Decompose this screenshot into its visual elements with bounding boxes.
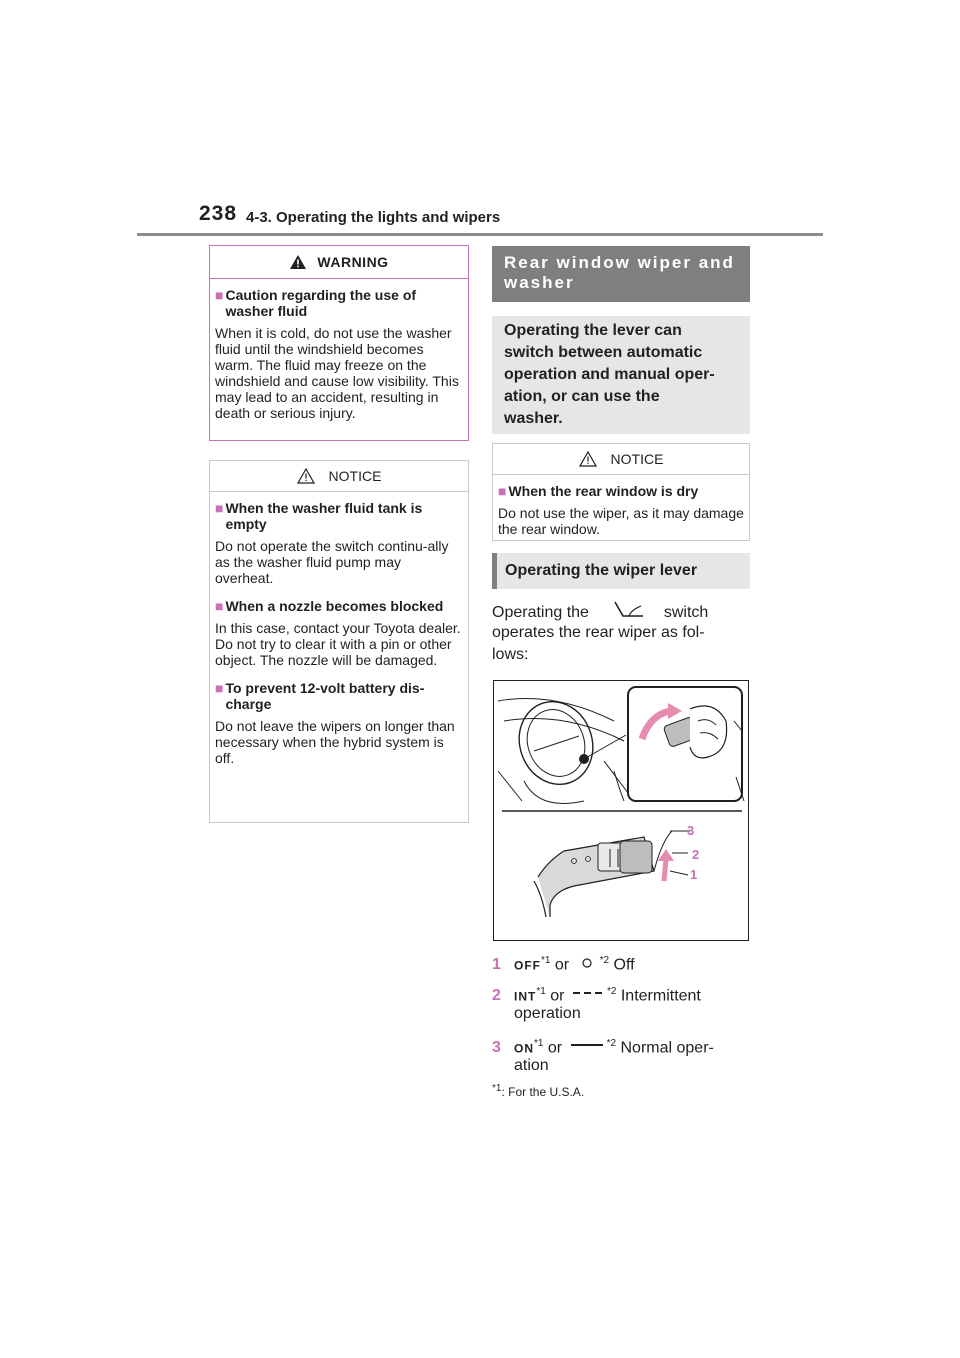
footnote: $^{*1}$: For the U.S.A.: [492, 1083, 585, 1099]
intermittent-dash-icon: [571, 988, 605, 998]
notice-text: Do not operate the switch continu-ally as the washer fluid pump may overheat.: [215, 538, 449, 586]
notice-text: Do not use the wiper, as it may damage the rear window.: [498, 505, 744, 537]
rear-wiper-section-title: Rear window wiper and washer: [492, 246, 750, 302]
wiper-lever-heading: Operating the wiper lever: [492, 553, 750, 589]
rear-wiper-intro: Operating the lever can switch between automatic operation and manual oper- ation, or can use the washer.: [492, 316, 750, 434]
notice-header: [210, 461, 468, 492]
wiper-lever-illustration: [494, 681, 748, 940]
notice-subheading: ■ When a nozzle becomes blocked: [215, 598, 444, 614]
rear-wiper-icon: [611, 600, 647, 620]
wiper-intro-line2: operates the rear wiper as fol-: [492, 624, 705, 641]
notice-label: NOTICE: [328, 468, 382, 484]
notice-box-left: [209, 460, 469, 823]
warning-text: When it is cold, do not use the washer fluid until the windshield becomes warm. The fluid may freeze on the windshield and cause low visibility. This may lead to an accident, resulting in death or serious injury.: [215, 325, 459, 421]
warning-box: [209, 245, 469, 441]
int-code: INT: [514, 989, 537, 1004]
section-title: 4-3. Operating the lights and wipers: [246, 209, 501, 226]
wiper-intro-line1: Operating the switch: [492, 600, 708, 624]
warning-subheading: ■ Caution regarding the use of washer fluid: [215, 287, 417, 319]
position-item-2-cont: operation: [514, 1005, 581, 1022]
off-code: OFF: [514, 958, 541, 973]
position-label-1: 1: [690, 867, 698, 882]
page-number: 238: [199, 202, 238, 225]
position-label-3: 3: [687, 823, 695, 838]
header-rule: [137, 233, 823, 236]
notice-label: NOTICE: [610, 451, 664, 467]
position-item-1: 1 OFF$^{*1}$ or $^{*2}$ Off: [492, 955, 635, 974]
warning-label: WARNING: [317, 254, 389, 270]
warning-triangle-icon: [289, 254, 307, 270]
position-label-2: 2: [692, 847, 700, 862]
notice-subheading: ■ To prevent 12-volt battery dis-charge: [215, 680, 425, 712]
caution-triangle-icon: [297, 468, 315, 484]
notice-subheading: ■ When the washer fluid tank is empty: [215, 500, 423, 532]
off-circle-icon: [580, 956, 594, 970]
wiper-lever-figure: [493, 680, 749, 941]
caution-triangle-icon: [579, 451, 597, 467]
warning-header: [210, 246, 468, 279]
notice-text: Do not leave the wipers on longer than necessary when the hybrid system is off.: [215, 718, 455, 766]
position-item-2: 2 INT$^{*1}$ or $^{*2}$ Intermittent: [492, 986, 701, 1005]
wiper-intro-line3: lows:: [492, 646, 529, 663]
position-item-3-cont: ation: [514, 1057, 549, 1074]
notice-header: [493, 444, 749, 475]
on-code: ON: [514, 1041, 534, 1056]
continuous-line-icon: [569, 1040, 605, 1050]
position-item-3: 3 ON$^{*1}$ or $^{*2}$ Normal oper-: [492, 1038, 714, 1057]
notice-subheading: ■ When the rear window is dry: [498, 483, 699, 499]
notice-text: In this case, contact your Toyota dealer. Do not try to clear it with a pin or other object. The nozzle will be damaged.: [215, 620, 461, 668]
notice-box-right: [492, 443, 750, 541]
